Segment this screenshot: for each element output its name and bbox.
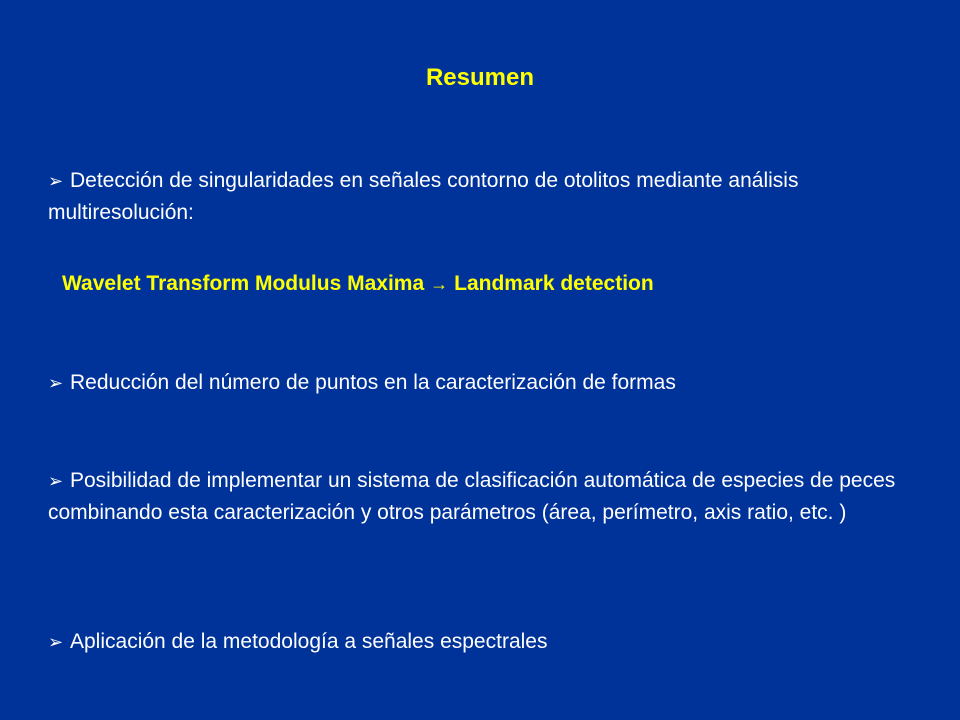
arrow-bullet-icon: ➢	[48, 471, 64, 491]
bullet-item-4	[48, 626, 908, 658]
bullet-text-4: Aplicación de la metodología a señales espectrales	[70, 630, 548, 653]
bullet-item-1	[48, 165, 908, 229]
arrow-bullet-icon: ➢	[48, 171, 64, 191]
bullet-item-2	[48, 367, 908, 399]
bullet-text-1: Detección de singularidades en señales contorno de otolitos mediante análisis multiresolución:	[48, 169, 799, 224]
highlight-right-text: Landmark detection	[454, 272, 654, 295]
bullet-text-3: Posibilidad de implementar un sistema de clasificación automática de especies de peces combinando esta caracterización y otros parámetros (área, perímetro, axis ratio, etc. )	[48, 469, 896, 524]
bullet-text-2: Reducción del número de puntos en la caracterización de formas	[70, 371, 676, 394]
wavelet-highlight-line	[62, 268, 654, 300]
arrow-bullet-icon: ➢	[48, 632, 64, 652]
arrow-bullet-icon: ➢	[48, 373, 64, 393]
slide-title: Resumen	[425, 64, 535, 91]
right-arrow-icon: →	[430, 274, 449, 294]
bullet-item-3	[48, 465, 908, 529]
highlight-left-text: Wavelet Transform Modulus Maxima	[62, 272, 425, 295]
